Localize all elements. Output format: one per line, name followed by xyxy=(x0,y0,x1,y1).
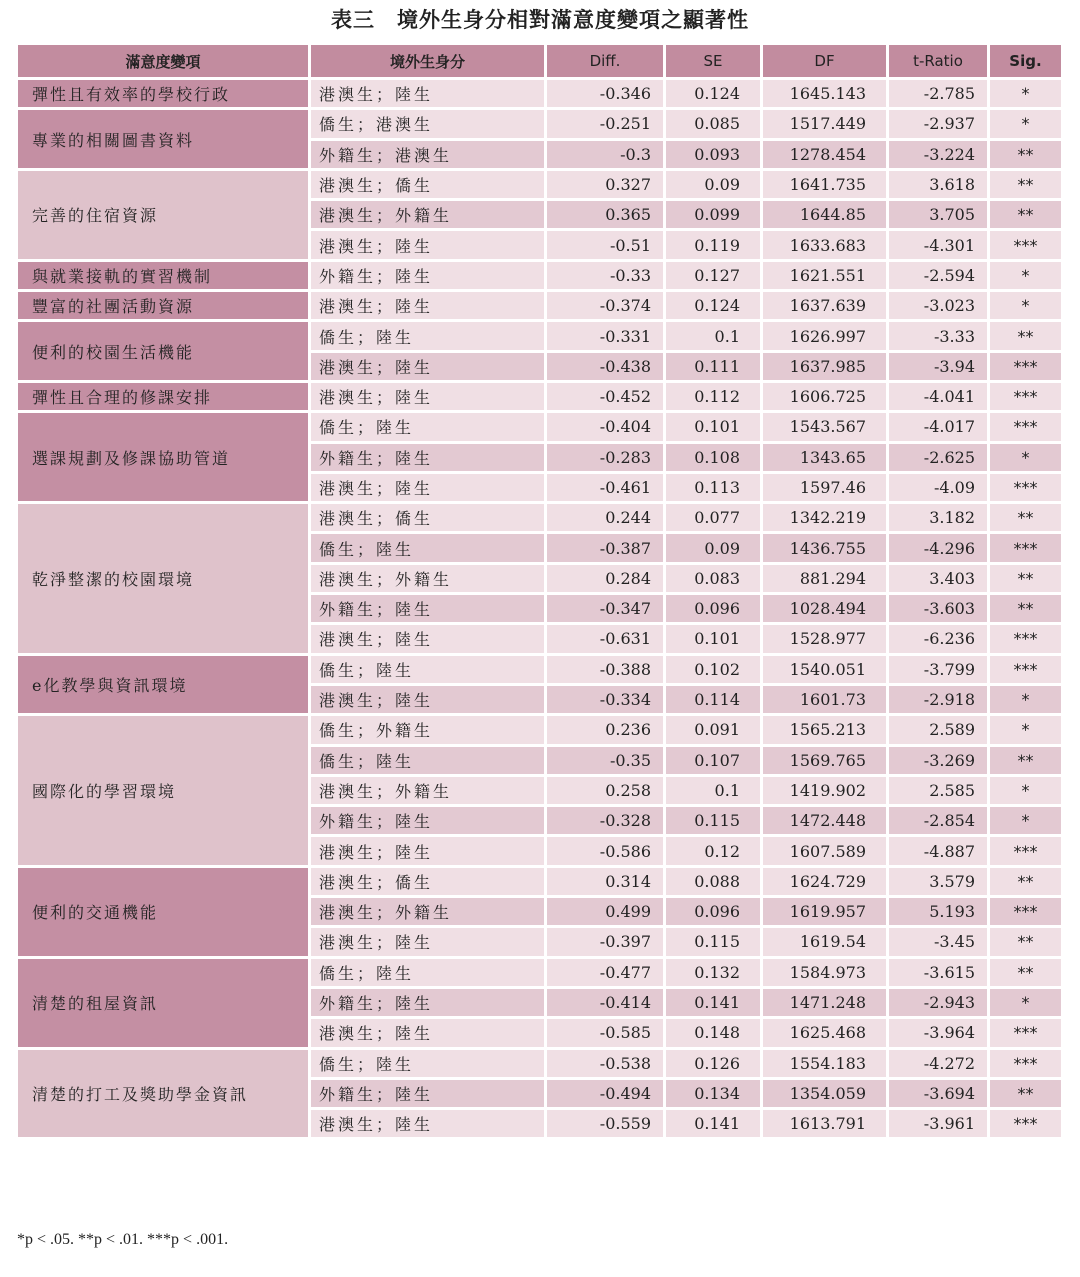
se-cell: 0.112 xyxy=(666,383,760,410)
diff-cell: 0.499 xyxy=(547,898,663,925)
sig-cell: ** xyxy=(990,141,1061,168)
diff-cell: 0.236 xyxy=(547,716,663,743)
t-ratio-cell: -2.937 xyxy=(889,110,987,137)
t-ratio-cell: -4.296 xyxy=(889,534,987,561)
t-ratio-cell: 2.589 xyxy=(889,716,987,743)
table-row xyxy=(18,1050,1061,1077)
variable-name-cell: 與就業接軌的實習機制 xyxy=(18,262,308,289)
t-ratio-cell: -4.017 xyxy=(889,413,987,440)
sig-cell: ** xyxy=(990,595,1061,622)
header-t-ratio: t-Ratio xyxy=(889,45,987,77)
diff-cell: -0.387 xyxy=(547,534,663,561)
diff-cell: -0.331 xyxy=(547,322,663,349)
identity-cell: 外籍生；陸生 xyxy=(311,444,544,471)
identity-cell: 港澳生；陸生 xyxy=(311,231,544,258)
table-row xyxy=(18,413,1061,440)
sig-cell: * xyxy=(990,110,1061,137)
identity-cell: 僑生；陸生 xyxy=(311,413,544,440)
se-cell: 0.096 xyxy=(666,595,760,622)
sig-cell: * xyxy=(990,444,1061,471)
t-ratio-cell: 3.618 xyxy=(889,171,987,198)
identity-cell: 港澳生；陸生 xyxy=(311,837,544,864)
df-cell: 1606.725 xyxy=(763,383,886,410)
diff-cell: 0.327 xyxy=(547,171,663,198)
df-cell: 881.294 xyxy=(763,565,886,592)
t-ratio-cell: -4.301 xyxy=(889,231,987,258)
df-cell: 1619.957 xyxy=(763,898,886,925)
diff-cell: -0.461 xyxy=(547,474,663,501)
identity-cell: 外籍生；陸生 xyxy=(311,595,544,622)
identity-cell: 港澳生；陸生 xyxy=(311,1110,544,1137)
diff-cell: 0.258 xyxy=(547,777,663,804)
t-ratio-cell: -2.918 xyxy=(889,686,987,713)
identity-cell: 港澳生；陸生 xyxy=(311,353,544,380)
identity-cell: 港澳生；陸生 xyxy=(311,80,544,107)
variable-name-cell: 完善的住宿資源 xyxy=(18,171,308,259)
t-ratio-cell: -2.854 xyxy=(889,807,987,834)
diff-cell: -0.346 xyxy=(547,80,663,107)
identity-cell: 外籍生；陸生 xyxy=(311,807,544,834)
identity-cell: 外籍生；陸生 xyxy=(311,1080,544,1107)
df-cell: 1625.468 xyxy=(763,1019,886,1046)
sig-cell: *** xyxy=(990,353,1061,380)
diff-cell: -0.538 xyxy=(547,1050,663,1077)
sig-cell: *** xyxy=(990,474,1061,501)
t-ratio-cell: -4.09 xyxy=(889,474,987,501)
df-cell: 1607.589 xyxy=(763,837,886,864)
identity-cell: 僑生；外籍生 xyxy=(311,716,544,743)
variable-name-cell: 便利的校園生活機能 xyxy=(18,322,308,380)
variable-name-cell: 國際化的學習環境 xyxy=(18,716,308,864)
diff-cell: -0.585 xyxy=(547,1019,663,1046)
se-cell: 0.107 xyxy=(666,747,760,774)
se-cell: 0.1 xyxy=(666,777,760,804)
identity-cell: 港澳生；陸生 xyxy=(311,474,544,501)
header-se: SE xyxy=(666,45,760,77)
df-cell: 1619.54 xyxy=(763,928,886,955)
df-cell: 1644.85 xyxy=(763,201,886,228)
diff-cell: -0.33 xyxy=(547,262,663,289)
diff-cell: -0.494 xyxy=(547,1080,663,1107)
diff-cell: 0.314 xyxy=(547,868,663,895)
table-row xyxy=(18,959,1061,986)
sig-cell: *** xyxy=(990,534,1061,561)
df-cell: 1624.729 xyxy=(763,868,886,895)
t-ratio-cell: -3.964 xyxy=(889,1019,987,1046)
se-cell: 0.111 xyxy=(666,353,760,380)
diff-cell: -0.477 xyxy=(547,959,663,986)
se-cell: 0.077 xyxy=(666,504,760,531)
df-cell: 1621.551 xyxy=(763,262,886,289)
t-ratio-cell: -3.799 xyxy=(889,656,987,683)
sig-cell: *** xyxy=(990,1050,1061,1077)
diff-cell: -0.283 xyxy=(547,444,663,471)
df-cell: 1641.735 xyxy=(763,171,886,198)
t-ratio-cell: 2.585 xyxy=(889,777,987,804)
header-df: DF xyxy=(763,45,886,77)
se-cell: 0.102 xyxy=(666,656,760,683)
sig-cell: * xyxy=(990,262,1061,289)
identity-cell: 外籍生；陸生 xyxy=(311,262,544,289)
se-cell: 0.124 xyxy=(666,292,760,319)
identity-cell: 港澳生；陸生 xyxy=(311,686,544,713)
variable-name-cell: 彈性且合理的修課安排 xyxy=(18,383,308,410)
t-ratio-cell: 3.579 xyxy=(889,868,987,895)
sig-cell: * xyxy=(990,80,1061,107)
df-cell: 1569.765 xyxy=(763,747,886,774)
identity-cell: 港澳生；陸生 xyxy=(311,292,544,319)
variable-name-cell: 彈性且有效率的學校行政 xyxy=(18,80,308,107)
se-cell: 0.091 xyxy=(666,716,760,743)
table-row xyxy=(18,716,1061,743)
t-ratio-cell: -6.236 xyxy=(889,625,987,652)
df-cell: 1554.183 xyxy=(763,1050,886,1077)
se-cell: 0.132 xyxy=(666,959,760,986)
diff-cell: -0.251 xyxy=(547,110,663,137)
diff-cell: -0.51 xyxy=(547,231,663,258)
df-cell: 1633.683 xyxy=(763,231,886,258)
variable-name-cell: 選課規劃及修課協助管道 xyxy=(18,413,308,501)
identity-cell: 僑生；港澳生 xyxy=(311,110,544,137)
identity-cell: 外籍生；陸生 xyxy=(311,989,544,1016)
sig-cell: * xyxy=(990,777,1061,804)
sig-cell: ** xyxy=(990,565,1061,592)
t-ratio-cell: -3.45 xyxy=(889,928,987,955)
t-ratio-cell: -3.961 xyxy=(889,1110,987,1137)
se-cell: 0.093 xyxy=(666,141,760,168)
se-cell: 0.115 xyxy=(666,928,760,955)
df-cell: 1028.494 xyxy=(763,595,886,622)
table-body xyxy=(18,80,1061,1137)
se-cell: 0.127 xyxy=(666,262,760,289)
se-cell: 0.101 xyxy=(666,413,760,440)
se-cell: 0.083 xyxy=(666,565,760,592)
df-cell: 1597.46 xyxy=(763,474,886,501)
df-cell: 1645.143 xyxy=(763,80,886,107)
df-cell: 1626.997 xyxy=(763,322,886,349)
table-row xyxy=(18,504,1061,531)
sig-cell: *** xyxy=(990,625,1061,652)
sig-cell: ** xyxy=(990,1080,1061,1107)
identity-cell: 港澳生；外籍生 xyxy=(311,201,544,228)
table-row xyxy=(18,80,1061,107)
df-cell: 1613.791 xyxy=(763,1110,886,1137)
identity-cell: 港澳生；外籍生 xyxy=(311,898,544,925)
df-cell: 1540.051 xyxy=(763,656,886,683)
t-ratio-cell: 3.182 xyxy=(889,504,987,531)
t-ratio-cell: -4.041 xyxy=(889,383,987,410)
se-cell: 0.114 xyxy=(666,686,760,713)
se-cell: 0.141 xyxy=(666,989,760,1016)
se-cell: 0.1 xyxy=(666,322,760,349)
t-ratio-cell: -3.694 xyxy=(889,1080,987,1107)
diff-cell: -0.328 xyxy=(547,807,663,834)
table-row xyxy=(18,656,1061,683)
diff-cell: 0.365 xyxy=(547,201,663,228)
header-variable: 滿意度變項 xyxy=(18,45,308,77)
header-diff: Diff. xyxy=(547,45,663,77)
diff-cell: 0.244 xyxy=(547,504,663,531)
t-ratio-cell: -4.887 xyxy=(889,837,987,864)
sig-cell: ** xyxy=(990,171,1061,198)
t-ratio-cell: -3.224 xyxy=(889,141,987,168)
t-ratio-cell: -3.269 xyxy=(889,747,987,774)
sig-cell: *** xyxy=(990,413,1061,440)
sig-cell: * xyxy=(990,807,1061,834)
sig-cell: *** xyxy=(990,898,1061,925)
diff-cell: -0.586 xyxy=(547,837,663,864)
diff-cell: -0.334 xyxy=(547,686,663,713)
identity-cell: 僑生；陸生 xyxy=(311,656,544,683)
diff-cell: -0.374 xyxy=(547,292,663,319)
identity-cell: 僑生；陸生 xyxy=(311,959,544,986)
diff-cell: -0.631 xyxy=(547,625,663,652)
header-sig: Sig. xyxy=(990,45,1061,77)
table-row xyxy=(18,322,1061,349)
se-cell: 0.088 xyxy=(666,868,760,895)
table-row xyxy=(18,383,1061,410)
se-cell: 0.134 xyxy=(666,1080,760,1107)
df-cell: 1436.755 xyxy=(763,534,886,561)
header-identity: 境外生身分 xyxy=(311,45,544,77)
table-row xyxy=(18,262,1061,289)
table-row xyxy=(18,171,1061,198)
table-row xyxy=(18,110,1061,137)
identity-cell: 港澳生；陸生 xyxy=(311,928,544,955)
sig-cell: * xyxy=(990,686,1061,713)
sig-cell: ** xyxy=(990,959,1061,986)
se-cell: 0.085 xyxy=(666,110,760,137)
df-cell: 1471.248 xyxy=(763,989,886,1016)
df-cell: 1419.902 xyxy=(763,777,886,804)
identity-cell: 港澳生；陸生 xyxy=(311,625,544,652)
diff-cell: -0.3 xyxy=(547,141,663,168)
variable-name-cell: 清楚的租屋資訊 xyxy=(18,959,308,1047)
t-ratio-cell: -3.33 xyxy=(889,322,987,349)
sig-cell: ** xyxy=(990,868,1061,895)
t-ratio-cell: -3.603 xyxy=(889,595,987,622)
df-cell: 1601.73 xyxy=(763,686,886,713)
diff-cell: -0.452 xyxy=(547,383,663,410)
variable-name-cell: 專業的相關圖書資料 xyxy=(18,110,308,168)
identity-cell: 僑生；陸生 xyxy=(311,747,544,774)
se-cell: 0.115 xyxy=(666,807,760,834)
diff-cell: -0.438 xyxy=(547,353,663,380)
se-cell: 0.12 xyxy=(666,837,760,864)
diff-cell: 0.284 xyxy=(547,565,663,592)
identity-cell: 僑生；陸生 xyxy=(311,1050,544,1077)
t-ratio-cell: -2.785 xyxy=(889,80,987,107)
sig-cell: ** xyxy=(990,747,1061,774)
df-cell: 1354.059 xyxy=(763,1080,886,1107)
se-cell: 0.126 xyxy=(666,1050,760,1077)
identity-cell: 港澳生；僑生 xyxy=(311,504,544,531)
df-cell: 1584.973 xyxy=(763,959,886,986)
variable-name-cell: 豐富的社團活動資源 xyxy=(18,292,308,319)
se-cell: 0.124 xyxy=(666,80,760,107)
t-ratio-cell: 3.403 xyxy=(889,565,987,592)
significance-note: *p < .05. **p < .01. ***p < .001. xyxy=(17,1231,229,1248)
t-ratio-cell: -2.625 xyxy=(889,444,987,471)
variable-name-cell: 乾淨整潔的校園環境 xyxy=(18,504,308,652)
identity-cell: 港澳生；僑生 xyxy=(311,868,544,895)
df-cell: 1343.65 xyxy=(763,444,886,471)
df-cell: 1517.449 xyxy=(763,110,886,137)
sig-cell: *** xyxy=(990,231,1061,258)
t-ratio-cell: -3.94 xyxy=(889,353,987,380)
df-cell: 1565.213 xyxy=(763,716,886,743)
sig-cell: *** xyxy=(990,1019,1061,1046)
df-cell: 1637.985 xyxy=(763,353,886,380)
se-cell: 0.096 xyxy=(666,898,760,925)
table-row xyxy=(18,292,1061,319)
sig-cell: *** xyxy=(990,656,1061,683)
sig-cell: *** xyxy=(990,1110,1061,1137)
table-title: 表三 境外生身分相對滿意度變項之顯著性 xyxy=(331,8,749,32)
se-cell: 0.09 xyxy=(666,534,760,561)
significance-table xyxy=(15,42,1064,1140)
sig-cell: * xyxy=(990,989,1061,1016)
variable-name-cell: 便利的交通機能 xyxy=(18,868,308,956)
diff-cell: -0.559 xyxy=(547,1110,663,1137)
se-cell: 0.101 xyxy=(666,625,760,652)
sig-cell: ** xyxy=(990,928,1061,955)
identity-cell: 港澳生；陸生 xyxy=(311,1019,544,1046)
t-ratio-cell: 3.705 xyxy=(889,201,987,228)
df-cell: 1528.977 xyxy=(763,625,886,652)
se-cell: 0.141 xyxy=(666,1110,760,1137)
identity-cell: 港澳生；外籍生 xyxy=(311,565,544,592)
t-ratio-cell: -2.594 xyxy=(889,262,987,289)
identity-cell: 外籍生；港澳生 xyxy=(311,141,544,168)
diff-cell: -0.397 xyxy=(547,928,663,955)
diff-cell: -0.35 xyxy=(547,747,663,774)
df-cell: 1543.567 xyxy=(763,413,886,440)
sig-cell: ** xyxy=(990,504,1061,531)
variable-name-cell: e化教學與資訊環境 xyxy=(18,656,308,714)
t-ratio-cell: -3.023 xyxy=(889,292,987,319)
df-cell: 1637.639 xyxy=(763,292,886,319)
sig-cell: *** xyxy=(990,383,1061,410)
sig-cell: *** xyxy=(990,837,1061,864)
identity-cell: 僑生；陸生 xyxy=(311,534,544,561)
identity-cell: 港澳生；陸生 xyxy=(311,383,544,410)
se-cell: 0.113 xyxy=(666,474,760,501)
t-ratio-cell: -4.272 xyxy=(889,1050,987,1077)
t-ratio-cell: -2.943 xyxy=(889,989,987,1016)
t-ratio-cell: -3.615 xyxy=(889,959,987,986)
diff-cell: -0.414 xyxy=(547,989,663,1016)
identity-cell: 港澳生；僑生 xyxy=(311,171,544,198)
identity-cell: 港澳生；外籍生 xyxy=(311,777,544,804)
se-cell: 0.099 xyxy=(666,201,760,228)
variable-name-cell: 清楚的打工及獎助學金資訊 xyxy=(18,1050,308,1138)
diff-cell: -0.388 xyxy=(547,656,663,683)
df-cell: 1342.219 xyxy=(763,504,886,531)
df-cell: 1278.454 xyxy=(763,141,886,168)
t-ratio-cell: 5.193 xyxy=(889,898,987,925)
se-cell: 0.148 xyxy=(666,1019,760,1046)
diff-cell: -0.404 xyxy=(547,413,663,440)
se-cell: 0.108 xyxy=(666,444,760,471)
se-cell: 0.09 xyxy=(666,171,760,198)
header-row xyxy=(18,45,1061,77)
sig-cell: ** xyxy=(990,322,1061,349)
df-cell: 1472.448 xyxy=(763,807,886,834)
sig-cell: * xyxy=(990,292,1061,319)
table-row xyxy=(18,868,1061,895)
diff-cell: -0.347 xyxy=(547,595,663,622)
identity-cell: 僑生；陸生 xyxy=(311,322,544,349)
se-cell: 0.119 xyxy=(666,231,760,258)
sig-cell: * xyxy=(990,716,1061,743)
sig-cell: ** xyxy=(990,201,1061,228)
